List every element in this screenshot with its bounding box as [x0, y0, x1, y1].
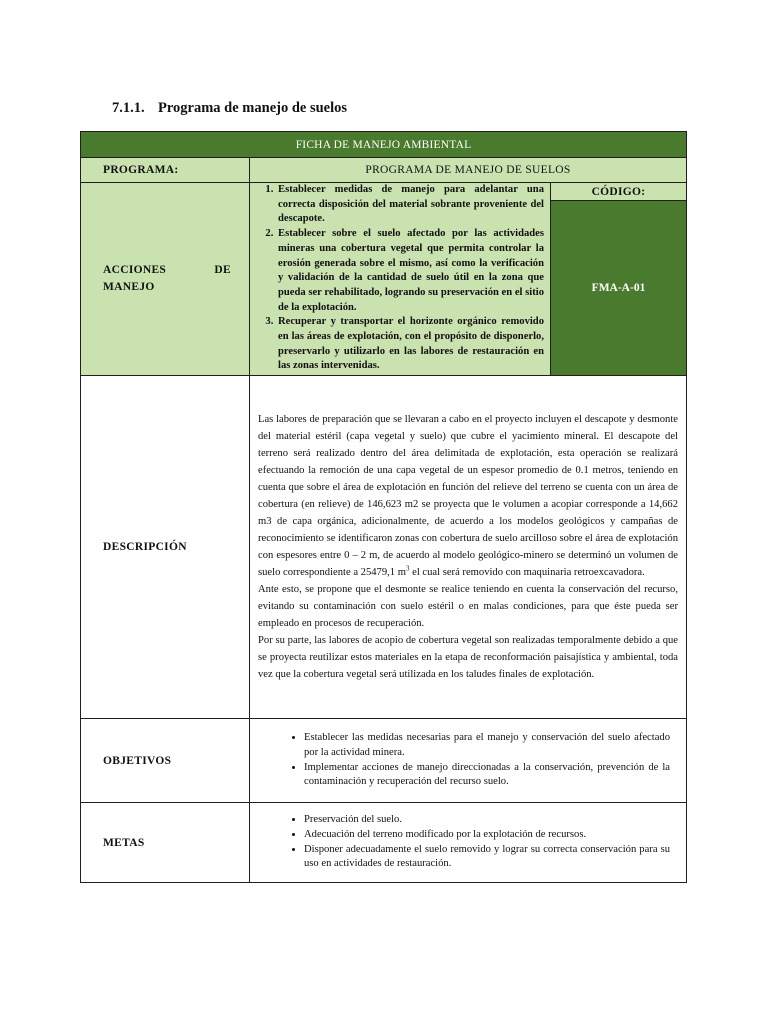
metas-cell — [250, 803, 687, 883]
descripcion-paragraph-1: Las labores de preparación que se llevaran a cabo en el proyecto incluyen el descapote y desmonte del material estéril (capa vegetal y suelo) que cubre el yacimiento mineral. El descapote del terreno será realizado dentro del área delimitada de explotación, esta operación se realizará efectuando la remoción de una capa vegetal de un espesor promedio de 0.1 metros, teniendo en cuenta que sobre el área de explotación en función del relieve del terreno se cuenta con un área de cobertura (en relieve) de 146,623 m2 se proyecta que le volumen a acopiar corresponde a 14,662 m3 de capa orgánica, adicionalmente, de acuerdo a los modelos geológicos y campañas de reconocimiento se identificaron zonas con cobertura de suelo arcilloso sobre el área de explotación con espesores entre 0 – 2 m, de acuerdo al modelo geológico-minero se determinó un volumen de suelo correspondiente a 25479,1 $m^3$ el cual será removido con maquinaria retroexcavadora. — [258, 413, 678, 578]
accion-item: 3. Recuperar y transportar el horizonte orgánico removido en las áreas de explotación, con el propósito de disponerlo, preservarlo y utilizarlo en las labores de restauración en las zonas intervenidas. — [276, 315, 544, 374]
programa-label: PROGRAMA: — [81, 158, 250, 183]
acciones-label-line1: ACCIONES DE — [103, 264, 231, 277]
objetivos-cell — [250, 719, 687, 803]
codigo-value: FMA-A-01 — [551, 201, 687, 376]
objetivo-item: • Implementar acciones de manejo direccionadas a la conservación, prevención de la contaminación y recuperación del recurso suelo. — [304, 761, 670, 790]
meta-item: • Adecuación del terreno modificado por la explotación de recursos. — [304, 828, 670, 843]
objetivo-item: • Establecer las medidas necesarias para el manejo y conservación del suelo afectado por la actividad minera. — [304, 731, 670, 760]
objetivos-label: OBJETIVOS — [81, 719, 250, 803]
metas-list — [256, 813, 680, 872]
acciones-label — [81, 183, 250, 376]
objetivos-list — [256, 731, 680, 790]
meta-item: • Disponer adecuadamente el suelo removido y lograr su correcta conservación para su uso en actividades de restauración. — [304, 843, 670, 872]
section-title: Programa de manejo de suelos — [158, 100, 348, 116]
ficha-header: FICHA DE MANEJO AMBIENTAL — [81, 132, 687, 158]
metas-label: METAS — [81, 803, 250, 883]
programa-value: PROGRAMA DE MANEJO DE SUELOS — [250, 158, 687, 183]
accion-item: 2. Establecer sobre el suelo afectado por las actividades mineras una cobertura vegetal que permita controlar la erosión generada sobre el mismo, así como la verificación y validación de la cantidad de suelo útil en la zona que pueda ser rehabilitado, logrando su preservación en el sitio de la explotación. — [276, 227, 544, 315]
descripcion-text — [250, 376, 687, 719]
section-heading — [112, 100, 347, 117]
acciones-list — [254, 183, 544, 374]
meta-item: • Preservación del suelo. — [304, 813, 670, 828]
acciones-label-line2: MANEJO — [103, 281, 155, 294]
section-number: 7.1.1. — [112, 100, 145, 116]
descripcion-paragraph-2: Ante esto, se propone que el desmonte se realice teniendo en cuenta la conservación del recurso, evitando su contaminación con suelo estéril o en malas condiciones, para que éste pueda ser empleado en procesos de recuperación. — [258, 583, 678, 629]
descripcion-paragraph-3: Por su parte, las labores de acopio de cobertura vegetal son realizadas temporalmente debido a que se proyecta reutilizar estos materiales en la etapa de reconformación paisajística y ambiental, toda vez que la cobertura vegetal será utilizada en los taludes finales de explotación. — [258, 634, 678, 680]
ficha-manejo-ambiental-table — [80, 131, 687, 883]
descripcion-label: DESCRIPCIÓN — [81, 376, 250, 719]
codigo-label: CÓDIGO: — [551, 183, 687, 201]
accion-item: 1. Establecer medidas de manejo para adelantar una correcta disposición del material sobrante proveniente del descapote. — [276, 183, 544, 227]
acciones-list-cell — [250, 183, 551, 376]
